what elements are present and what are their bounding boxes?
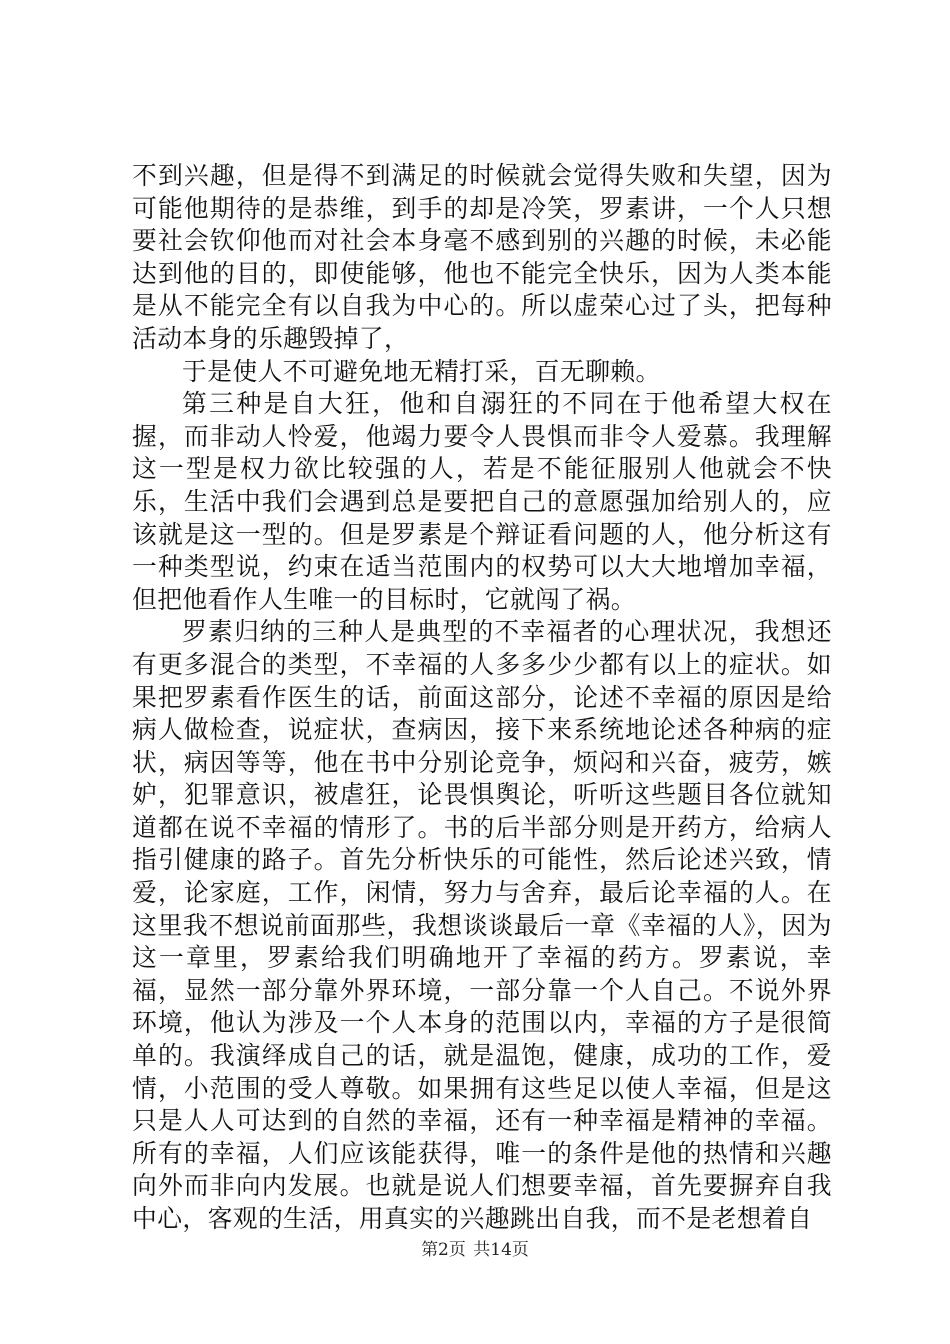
page-number: 第2页 (421, 1240, 466, 1260)
document-body (132, 160, 832, 1236)
paragraph: 第三种是自大狂，他和自溺狂的不同在于他希望大权在握，而非动人怜爱，他竭力要令人畏惧而非令人爱慕。我理解这一型是权力欲比较强的人，若是不能征服别人他就会不快乐，生活中我们会遇到总是要把自己的意愿强加给别人的，应该就是这一型的。但是罗素是个辩证看问题的人，他分析这有一种类型说，约束在适当范围内的权势可以大大地增加幸福，但把他看作人生唯一的目标时，它就闯了祸。 (132, 389, 832, 614)
page-footer (0, 1238, 950, 1262)
paragraph: 于是使人不可避免地无精打采，百无聊赖。 (182, 356, 661, 386)
paragraph: 罗素归纳的三种人是典型的不幸福者的心理状况，我想还有更多混合的类型，不幸福的人多多少少都有以上的症状。如果把罗素看作医生的话，前面这部分，论述不幸福的原因是给病人做检查，说症状，查病因，接下来系统地论述各种病的症状，病因等等，他在书中分别论竞争，烦闷和兴奋，疲劳，嫉妒，犯罪意识，被虐狂，论畏惧舆论，听听这些题目各位就知道都在说不幸福的情形了。书的后半部分则是开药方，给病人指引健康的路子。首先分析快乐的可能性，然后论述兴致，情爱，论家庭，工作，闲情，努力与舍弃，最后论幸福的人。在这里我不想说前面那些，我想谈谈最后一章《幸福的人》，因为这一章里，罗素给我们明确地开了幸福的药方。罗素说，幸福，显然一部分靠外界环境，一部分靠一个人自己。不说外界环境，他认为涉及一个人本身的范围以内，幸福的方子是很简单的。我演绎成自己的话，就是温饱，健康，成功的工作，爱情，小范围的受人尊敬。如果拥有这些足以使人幸福，但是这只是人人可达到的自然的幸福，还有一种幸福是精神的幸福。所有的幸福，人们应该能获得，唯一的条件是他的热情和兴趣向外而非向内发展。也就是说人们想要幸福，首先要摒弃自我中心，客观的生活，用真实的兴趣跳出自我，而不是老想着自 (132, 617, 832, 1233)
page-total: 共14页 (473, 1240, 529, 1260)
paragraph-continued: 不到兴趣，但是得不到满足的时候就会觉得失败和失望，因为可能他期待的是恭维，到手的却是冷笑，罗素讲，一个人只想要社会钦仰他而对社会本身毫不感到别的兴趣的时候，未必能达到他的目的，即使能够，他也不能完全快乐，因为人类本能是从不能完全有以自我为中心的。所以虚荣心过了头，把每种活动本身的乐趣毁掉了， (132, 161, 832, 353)
